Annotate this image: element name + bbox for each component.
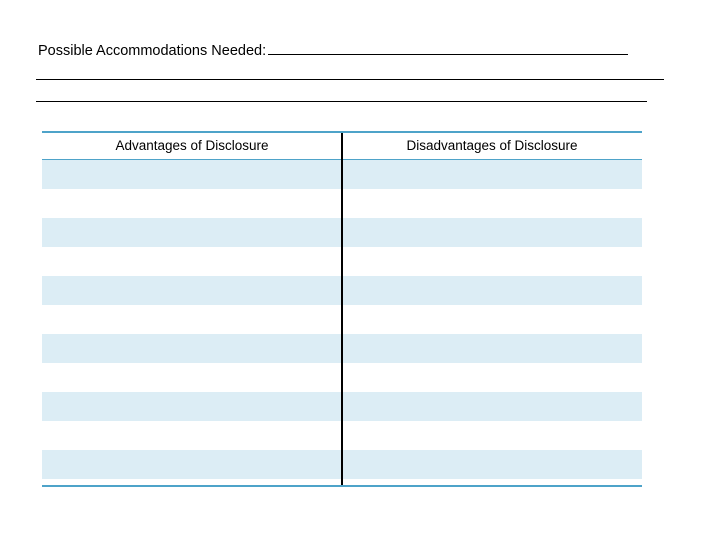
advantages-cell[interactable] (42, 305, 342, 334)
accommodations-answer-line-3[interactable] (36, 101, 647, 102)
accommodations-prompt (38, 40, 628, 61)
disadvantages-cell[interactable] (342, 392, 642, 421)
advantages-cell[interactable] (42, 276, 342, 305)
disadvantages-cell[interactable] (342, 218, 642, 247)
disadvantages-cell[interactable] (342, 305, 642, 334)
advantages-cell[interactable] (42, 160, 342, 189)
column-header-disadvantages: Disadvantages of Disclosure (406, 138, 578, 153)
accommodations-answer-line[interactable] (268, 40, 628, 55)
disadvantages-cell[interactable] (342, 189, 642, 218)
accommodations-answer-line-2[interactable] (36, 79, 664, 80)
disadvantages-cell[interactable] (342, 276, 642, 305)
advantages-cell[interactable] (42, 247, 342, 276)
disadvantages-cell[interactable] (342, 450, 642, 479)
advantages-cell[interactable] (42, 392, 342, 421)
advantages-cell[interactable] (42, 363, 342, 392)
disadvantages-cell[interactable] (342, 421, 642, 450)
accommodations-label: Possible Accommodations Needed: (38, 43, 267, 59)
advantages-cell[interactable] (42, 450, 342, 479)
advantages-cell[interactable] (42, 189, 342, 218)
disadvantages-cell[interactable] (342, 334, 642, 363)
advantages-cell[interactable] (42, 334, 342, 363)
advantages-cell[interactable] (42, 421, 342, 450)
column-divider (341, 133, 343, 485)
disadvantages-cell[interactable] (342, 363, 642, 392)
column-header-advantages: Advantages of Disclosure (115, 138, 269, 153)
disclosure-table (42, 131, 642, 487)
advantages-cell[interactable] (42, 218, 342, 247)
disadvantages-cell[interactable] (342, 247, 642, 276)
disadvantages-cell[interactable] (342, 160, 642, 189)
